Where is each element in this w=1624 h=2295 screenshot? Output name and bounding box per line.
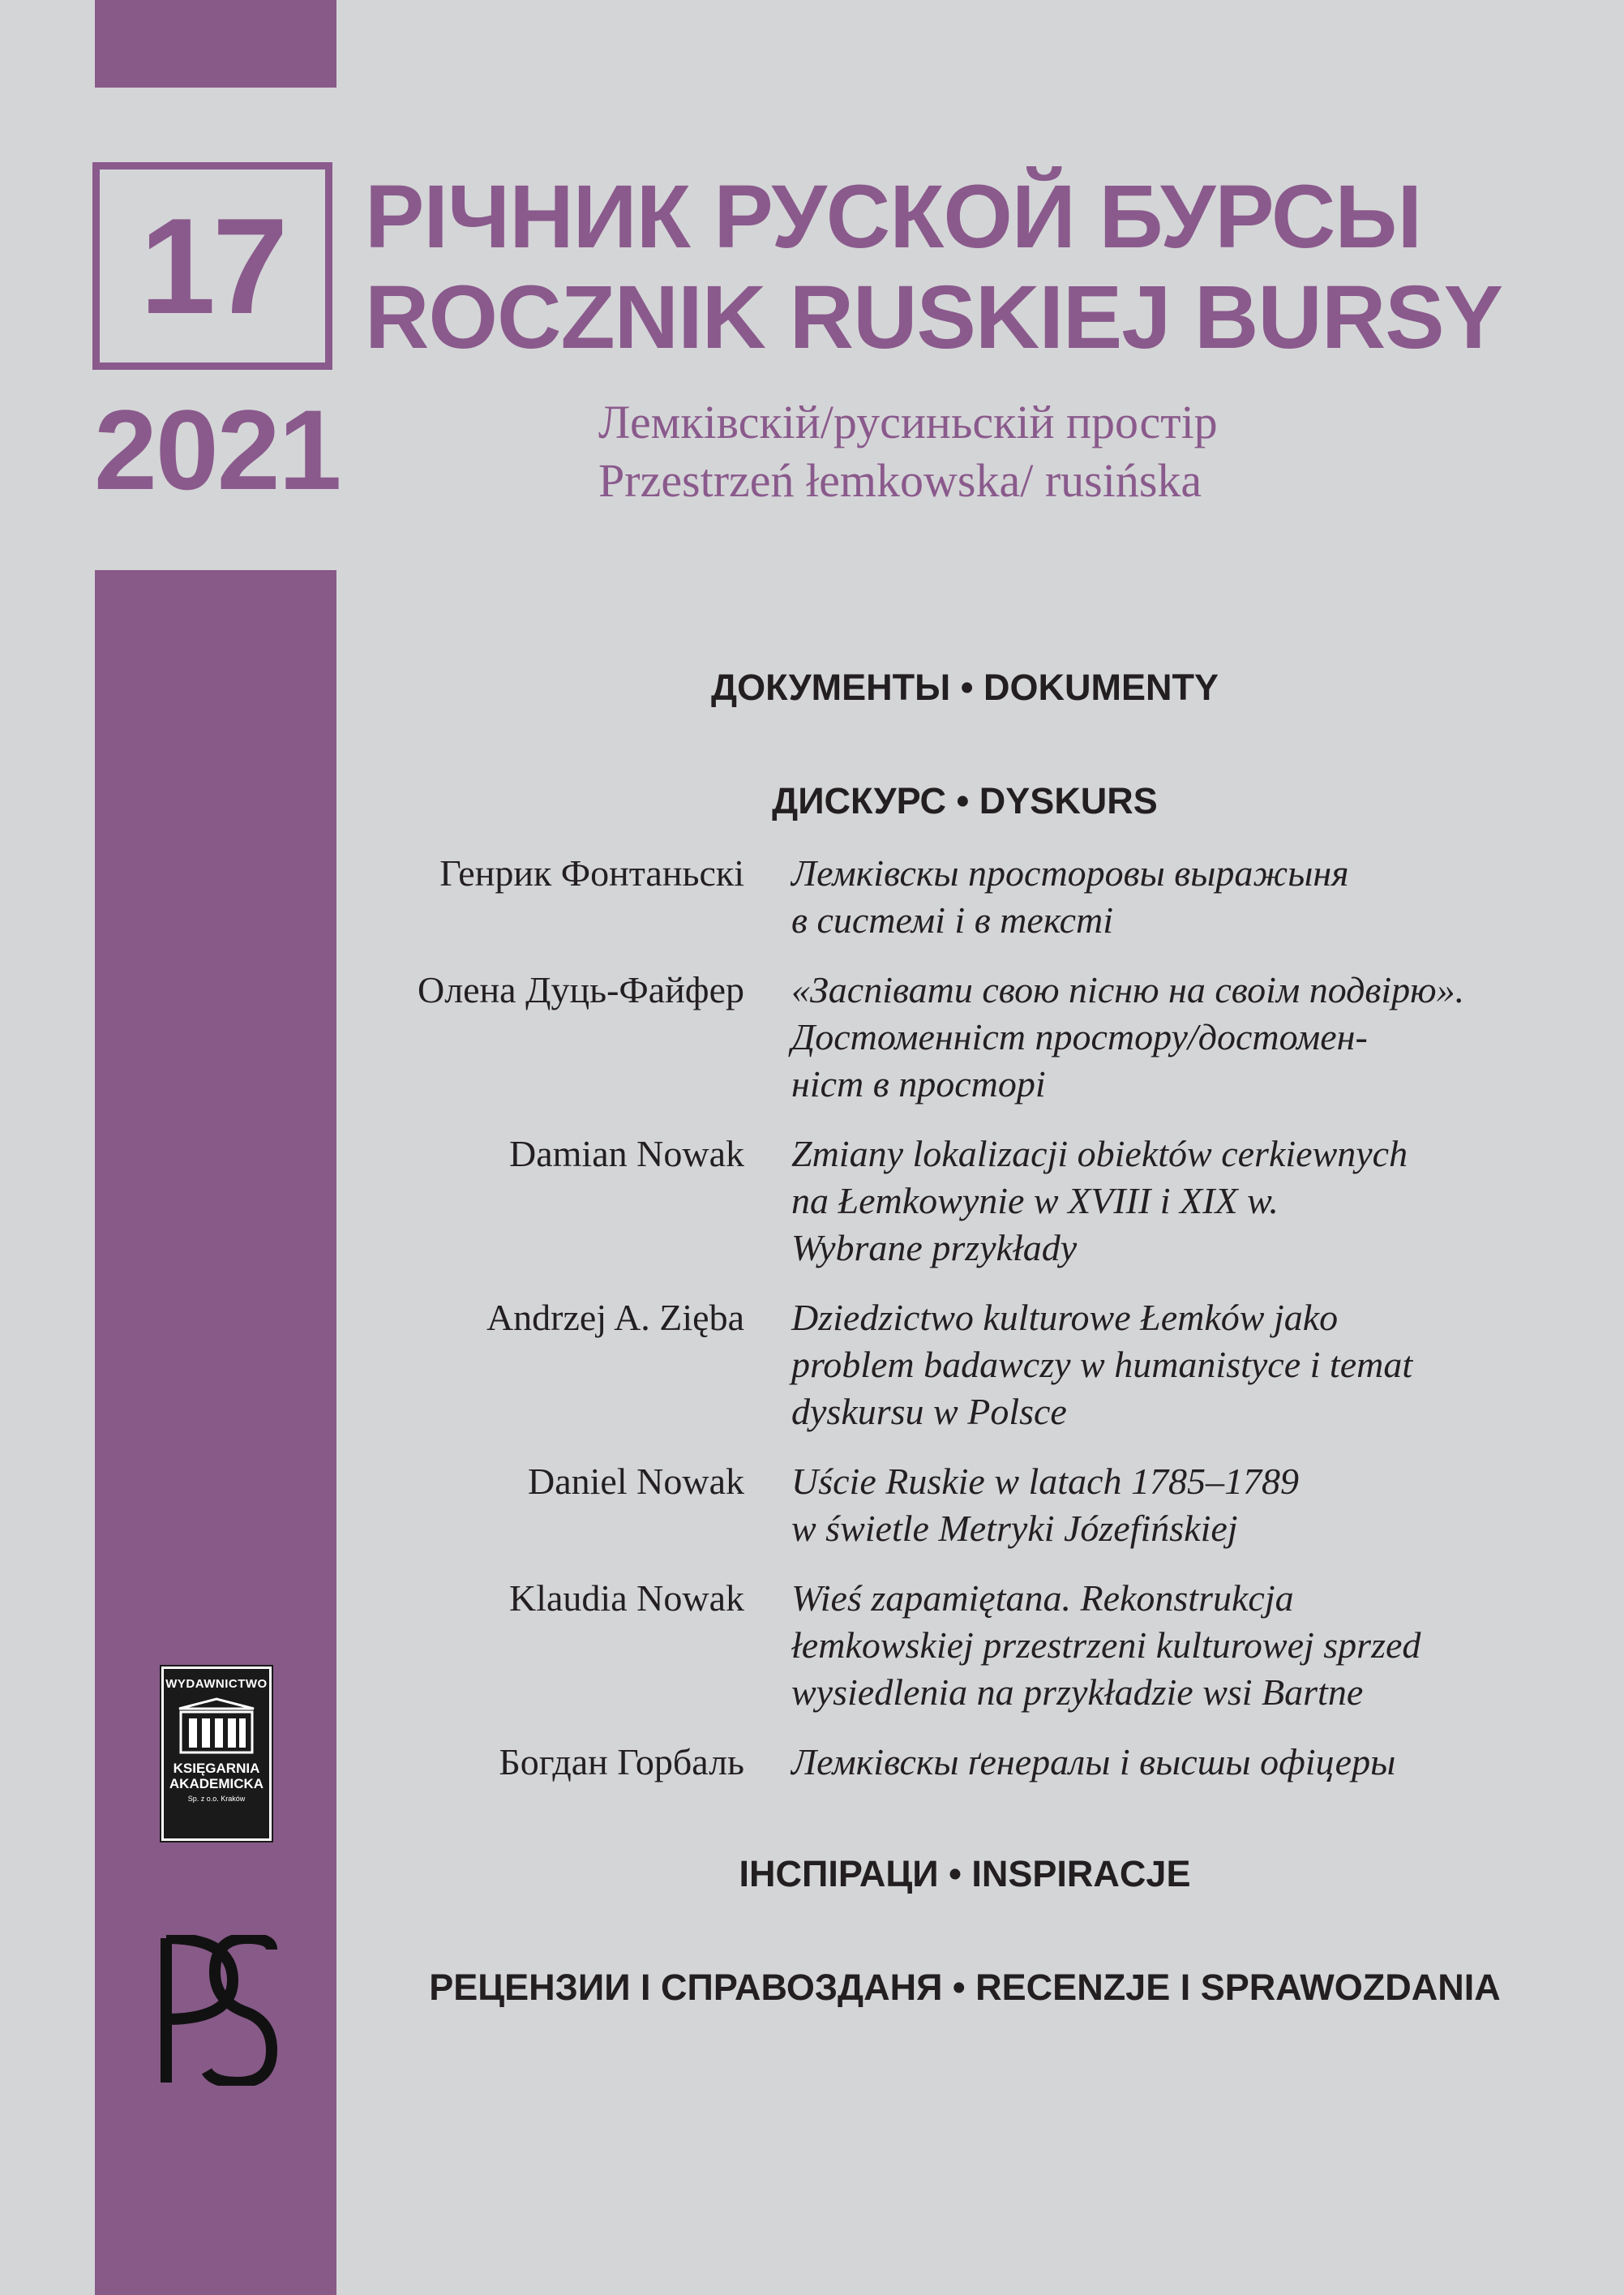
toc-entry <box>341 850 1605 944</box>
journal-subtitle <box>598 393 1490 510</box>
publisher-logo-top: WYDAWNICTWO <box>165 1677 268 1691</box>
journal-title-latin: ROCZNIK RUSKIEJ BURSY <box>365 268 1503 367</box>
bookshelf-icon <box>168 1694 265 1757</box>
section-inspirations: ІНСПІРАЦИ • INSPIRACJE <box>739 1853 1191 1894</box>
entry-title: Wieś zapamiętana. Rekonstrukcja łemkowskiej przestrzeni kulturowej sprzed wysiedlenia na przykładzie wsi Bartne <box>791 1577 1421 1713</box>
section-discourse: ДИСКУРС • DYSKURS <box>772 780 1158 821</box>
section-documents: ДОКУМЕНТЫ • DOKUMENTY <box>711 667 1219 708</box>
publisher-logo <box>161 1667 272 1841</box>
entry-title: Лемківскы просторовы выражыня в системі і в тексті <box>791 852 1349 941</box>
table-of-contents <box>341 850 1605 1808</box>
toc-entry <box>341 967 1605 1108</box>
journal-title <box>365 167 1597 368</box>
monogram-logo <box>160 1935 278 2086</box>
section-reviews: РЕЦЕНЗИИ І СПРАВОЗДАНЯ • RECENZJE I SPRAWOZDANIA <box>429 1967 1501 2008</box>
subtitle-cyrillic: Лемківскій/русиньскій простір <box>598 396 1218 448</box>
issue-year: 2021 <box>94 386 341 513</box>
entry-title: Uście Ruskie w latach 1785–1789 w świetle Metryki Józefińskiej <box>791 1461 1300 1549</box>
entry-author: Andrzej A. Zięba <box>486 1297 744 1338</box>
entry-author: Klaudia Nowak <box>509 1577 744 1619</box>
entry-author: Богдан Горбаль <box>499 1741 744 1782</box>
entry-title: Лемківскы ґенералы і высшы офіцеры <box>791 1741 1396 1782</box>
issue-number: 17 <box>139 189 285 342</box>
toc-entry <box>341 1458 1605 1552</box>
entry-author: Damian Nowak <box>509 1133 744 1174</box>
entry-title: Dziedzictwo kulturowe Łemków jako problem badawczy w humanistyce i temat dyskursu w Polsce <box>791 1297 1413 1432</box>
publisher-logo-name <box>164 1761 269 1791</box>
publisher-logo-line2: AKADEMICKA <box>169 1776 264 1791</box>
issue-number-box <box>92 162 332 370</box>
toc-entry <box>341 1294 1605 1435</box>
top-purple-bar <box>95 0 336 88</box>
entry-author: Daniel Nowak <box>528 1461 744 1502</box>
journal-title-cyrillic: РІЧНИК РУСКОЙ БУРСЫ <box>365 167 1422 267</box>
publisher-logo-small: Sp. z o.o. Kraków <box>187 1795 246 1803</box>
entry-title: Zmiany lokalizacji obiektów cerkiewnych na Łemkowynie w XVIII i XIX w. Wybrane przykłady <box>791 1133 1408 1268</box>
toc-entry <box>341 1130 1605 1272</box>
entry-title: «Заспівати свою пісню на своім подвірю». Достоменніст простору/достомен- ніст в просторі <box>791 969 1465 1105</box>
publisher-logo-line1: KSIĘGARNIA <box>173 1761 260 1776</box>
toc-entry <box>341 1739 1605 1786</box>
toc-entry <box>341 1575 1605 1716</box>
entry-author: Олена Дуць-Файфер <box>417 969 744 1010</box>
entry-author: Генрик Фонтаньскі <box>439 852 744 894</box>
subtitle-polish: Przestrzeń łemkowska/ rusińska <box>598 454 1202 507</box>
